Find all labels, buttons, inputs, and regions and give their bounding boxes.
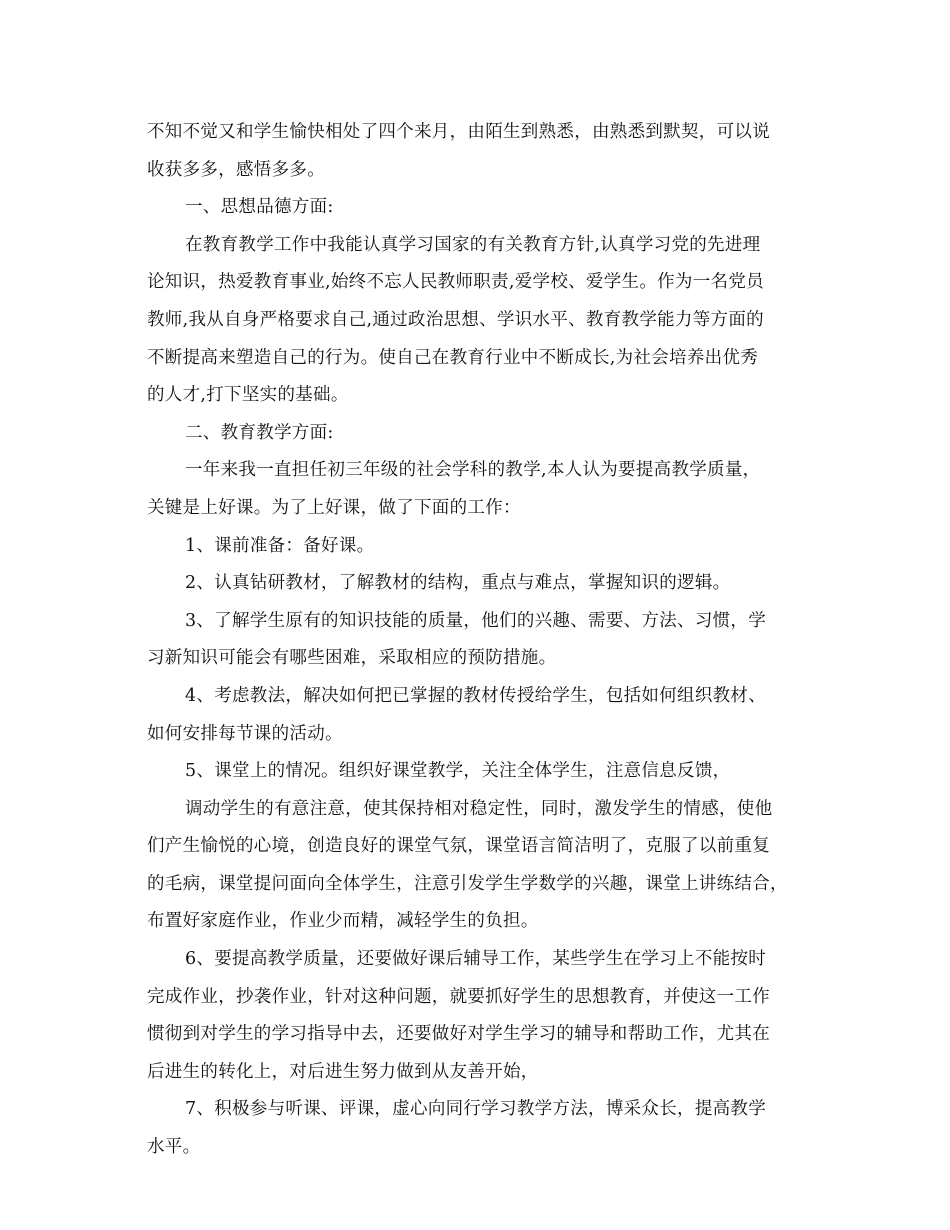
text-line: 在教育教学工作中我能认真学习国家的有关教育方针,认真学习党的先进理 bbox=[185, 234, 761, 255]
text-line: 论知识，热爱教育事业,始终不忘人民教师职责,爱学校、爱学生。作为一名党员 bbox=[147, 272, 764, 293]
text-line: 教师,我从自身严格要求自己,通过政治思想、学识水平、教育教学能力等方面的 bbox=[147, 309, 764, 330]
text-line: 调动学生的有意注意，使其保持相对稳定性，同时，激发学生的情感，使他 bbox=[185, 798, 773, 819]
list-item: 7、积极参与听课、评课，虚心向同行学习教学方法，博采众长，提高教学 bbox=[185, 1099, 767, 1120]
section-heading: 二、教育教学方面: bbox=[185, 422, 334, 443]
section-heading: 一、思想品德方面: bbox=[185, 197, 334, 218]
list-item: 1、课前准备：备好课。 bbox=[185, 535, 375, 556]
list-item: 3、了解学生原有的知识技能的质量，他们的兴趣、需要、方法、习惯，学 bbox=[185, 610, 767, 631]
list-item: 5、课堂上的情况。组织好课堂教学，关注全体学生，注意信息反馈， bbox=[185, 761, 731, 782]
document-body bbox=[147, 114, 811, 1167]
text-line: 完成作业，抄袭作业，针对这种问题，就要抓好学生的思想教育，并使这一工作 bbox=[147, 986, 770, 1007]
text-line: 水平。 bbox=[147, 1137, 201, 1158]
text-line: 布置好家庭作业，作业少而精，减轻学生的负担。 bbox=[147, 911, 539, 932]
text-line: 如何安排每节课的活动。 bbox=[147, 723, 343, 744]
list-item: 4、考虑教法，解决如何把已掌握的教材传授给学生，包括如何组织教材、 bbox=[185, 685, 767, 706]
text-line: 后进生的转化上，对后进生努力做到从友善开始， bbox=[147, 1061, 539, 1082]
text-line: 收获多多，感悟多多。 bbox=[147, 159, 325, 180]
text-line: 习新知识可能会有哪些困难，采取相应的预防措施。 bbox=[147, 648, 557, 669]
text-line: 不知不觉又和学生愉快相处了四个来月，由陌生到熟悉，由熟悉到默契，可以说 bbox=[147, 122, 770, 142]
list-item: 6、要提高教学质量，还要做好课后辅导工作，某些学生在学习上不能按时 bbox=[185, 949, 767, 970]
list-item: 2、认真钻研教材，了解教材的结构，重点与难点，掌握知识的逻辑。 bbox=[185, 573, 731, 594]
text-line: 不断提高来塑造自己的行为。使自己在教育行业中不断成长,为社会培养出优秀 bbox=[147, 347, 759, 368]
text-line: 的人才,打下坚实的基础。 bbox=[147, 385, 349, 406]
text-line: 们产生愉悦的心境，创造良好的课堂气氛，课堂语言简洁明了，克服了以前重复 bbox=[147, 836, 770, 857]
text-line: 的毛病，课堂提问面向全体学生，注意引发学生学数学的兴趣，课堂上讲练结合， bbox=[147, 873, 788, 894]
text-line: 一年来我一直担任初三年级的社会学科的教学,本人认为要提高教学质量， bbox=[185, 460, 761, 481]
text-line: 惯彻到对学生的学习指导中去，还要做好对学生学习的辅导和帮助工作，尤其在 bbox=[147, 1024, 770, 1045]
text-line: 关键是上好课。为了上好课，做了下面的工作： bbox=[147, 497, 521, 518]
